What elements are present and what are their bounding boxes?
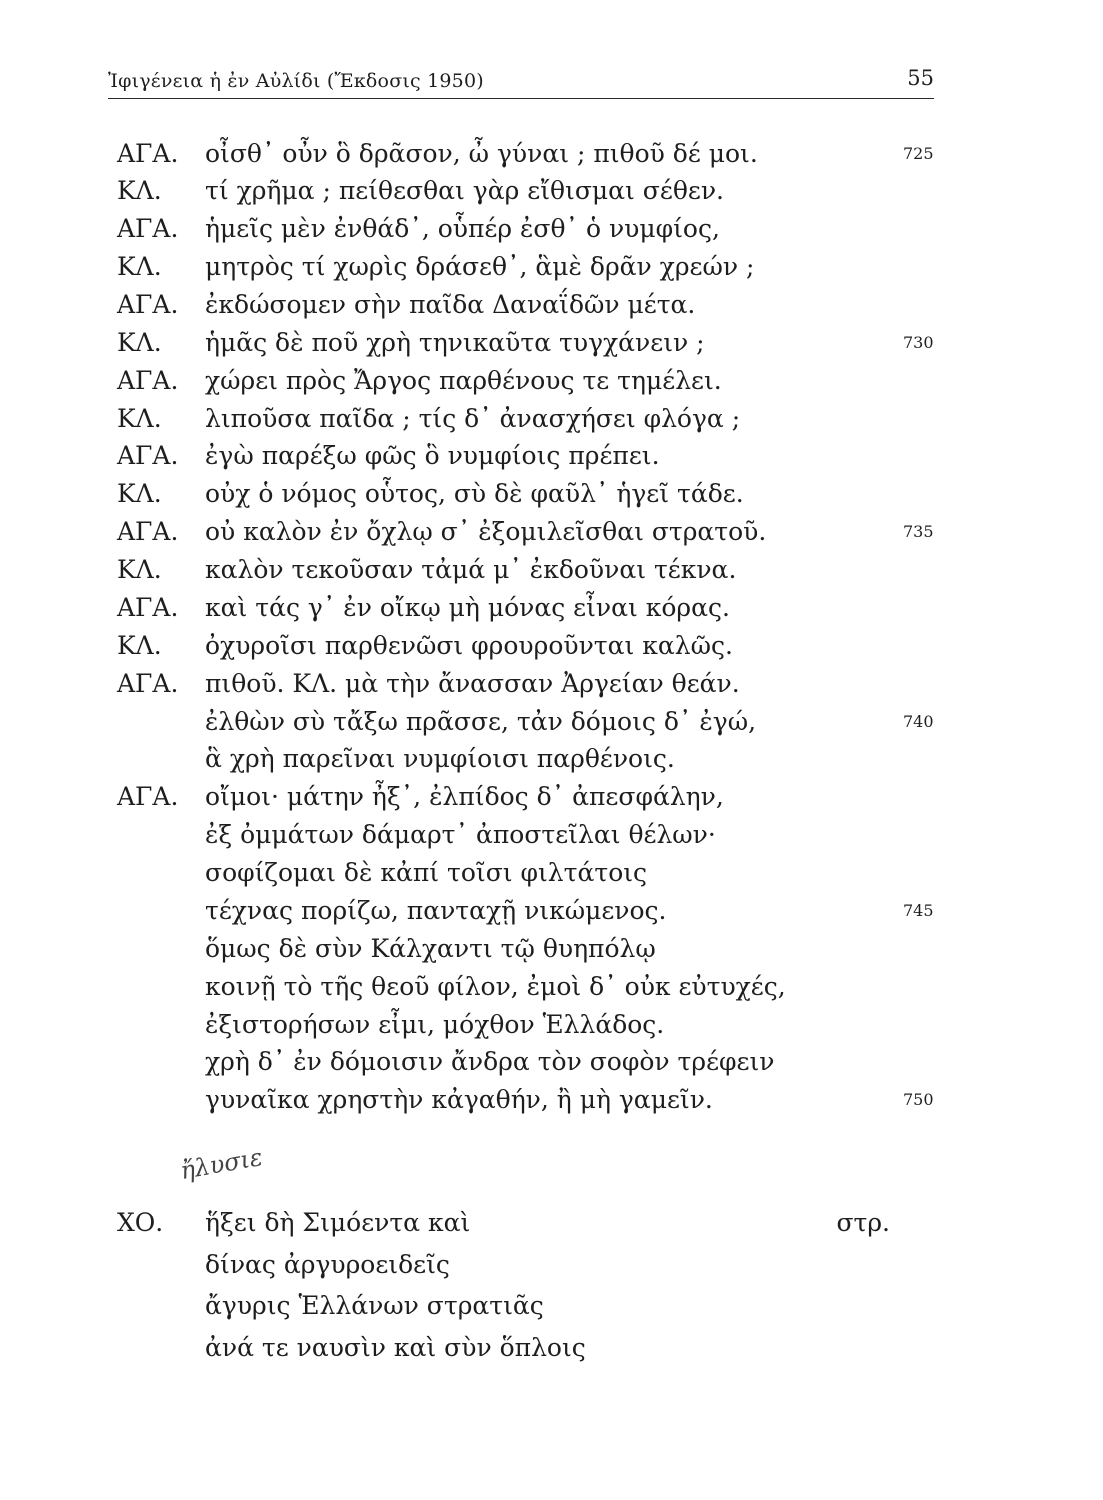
verse-line bbox=[0, 706, 1103, 738]
verse-text: ὀχυροῖσι παρθενῶσι φρουροῦνται καλῶς. bbox=[205, 631, 733, 660]
speaker-label: ΑΓΑ. bbox=[117, 214, 179, 243]
speaker-label: ΚΛ. bbox=[117, 176, 162, 205]
verse-text: πιθοῦ. ΚΛ. μὰ τὴν ἄνασσαν Ἀργείαν θεάν. bbox=[205, 669, 740, 698]
verse-text: οὐχ ὁ νόμος οὗτος, σὺ δὲ φαῦλ᾽ ἡγεῖ τάδε. bbox=[205, 479, 744, 508]
verse-line bbox=[0, 327, 1103, 359]
verse-text: ἐγὼ παρέξω φῶς ὃ νυμφίοις πρέπει. bbox=[205, 441, 660, 470]
speaker-label: ΑΓΑ. bbox=[117, 139, 179, 168]
verse-line bbox=[0, 1084, 1103, 1116]
chorus-line bbox=[0, 1207, 1103, 1239]
speaker-label: ΚΛ. bbox=[117, 404, 162, 433]
verse-line bbox=[0, 213, 1103, 245]
verse-line bbox=[0, 1009, 1103, 1041]
verse-line bbox=[0, 365, 1103, 397]
page-number: 55 bbox=[907, 66, 934, 90]
verse-line bbox=[0, 403, 1103, 435]
speaker-label: ΑΓΑ. bbox=[117, 366, 179, 395]
verse-text: κοινῇ τὸ τῆς θεοῦ φίλον, ἐμοὶ δ᾽ οὐκ εὐτυχές, bbox=[205, 972, 786, 1001]
line-number: 750 bbox=[903, 1090, 934, 1109]
speaker-label: ΚΛ. bbox=[117, 328, 162, 357]
verse-text: ἐξ ὀμμάτων δάμαρτ᾽ ἀποστεῖλαι θέλων· bbox=[205, 820, 716, 849]
verse-text: χώρει πρὸς Ἄργος παρθένους τε τημέλει. bbox=[205, 366, 722, 395]
verse-line bbox=[0, 554, 1103, 586]
chorus-line bbox=[0, 1249, 1103, 1281]
verse-line bbox=[0, 743, 1103, 775]
verse-text: ἐλθὼν σὺ τἄξω πρᾶσσε, τἀν δόμοις δ᾽ ἐγώ, bbox=[205, 707, 757, 736]
chorus-text: δίνας ἀργυροειδεῖς bbox=[205, 1250, 450, 1279]
verse-text: ἃ χρὴ παρεῖναι νυμφίοισι παρθένοις. bbox=[205, 744, 675, 773]
line-number: 725 bbox=[903, 144, 934, 163]
chorus-line bbox=[0, 1332, 1103, 1364]
chorus-text: ἄγυρις Ἑλλάνων στρατιᾶς bbox=[205, 1291, 544, 1320]
verse-line bbox=[0, 175, 1103, 207]
verse-text: ὅμως δὲ σὺν Κάλχαντι τῷ θυηπόλῳ bbox=[205, 934, 656, 963]
verse-text: ἡμᾶς δὲ ποῦ χρὴ τηνικαῦτα τυγχάνειν ; bbox=[205, 328, 705, 357]
verse-line bbox=[0, 630, 1103, 662]
speaker-label: ΚΛ. bbox=[117, 252, 162, 281]
verse-line bbox=[0, 516, 1103, 548]
line-number: 740 bbox=[903, 712, 934, 731]
verse-text: οἶσθ᾽ οὖν ὃ δρᾶσον, ὦ γύναι ; πιθοῦ δέ μοι. bbox=[205, 139, 758, 168]
running-title: Ἰφιγένεια ἡ ἐν Αὐλίδι (Ἔκδοσις 1950) bbox=[108, 70, 484, 92]
verse-text: χρὴ δ᾽ ἐν δόμοισιν ἄνδρα τὸν σοφὸν τρέφειν bbox=[205, 1047, 775, 1076]
speaker-label: ΚΛ. bbox=[117, 479, 162, 508]
verse-line bbox=[0, 251, 1103, 283]
verse-line bbox=[0, 138, 1103, 170]
verse-line bbox=[0, 781, 1103, 813]
chorus-line bbox=[0, 1290, 1103, 1322]
speaker-label: ΑΓΑ. bbox=[117, 593, 179, 622]
verse-line bbox=[0, 895, 1103, 927]
running-header bbox=[108, 62, 934, 99]
speaker-label: ΚΛ. bbox=[117, 555, 162, 584]
verse-text: μητρὸς τί χωρὶς δράσεθ᾽, ἃμὲ δρᾶν χρεών ; bbox=[205, 252, 755, 281]
verse-text: ἐξιστορήσων εἶμι, μόχθον Ἑλλάδος. bbox=[205, 1010, 665, 1039]
verse-text: ἐκδώσομεν σὴν παῖδα Δαναΐδῶν μέτα. bbox=[205, 290, 696, 319]
speaker-label: ΚΛ. bbox=[117, 631, 162, 660]
verse-text: σοφίζομαι δὲ κἀπί τοῖσι φιλτάτοις bbox=[205, 858, 648, 887]
verse-line bbox=[0, 933, 1103, 965]
verse-text: τέχνας πορίζω, πανταχῇ νικώμενος. bbox=[205, 896, 667, 925]
verse-text: λιποῦσα παῖδα ; τίς δ᾽ ἀνασχήσει φλόγα ; bbox=[205, 404, 741, 433]
line-number: 735 bbox=[903, 522, 934, 541]
verse-text: καὶ τάς γ᾽ ἐν οἴκῳ μὴ μόνας εἶναι κόρας. bbox=[205, 593, 730, 622]
verse-line bbox=[0, 857, 1103, 889]
verse-text: τί χρῆμα ; πείθεσθαι γὰρ εἴθισμαι σέθεν. bbox=[205, 176, 724, 205]
verse-text: οἴμοι· μάτην ἦξ᾽, ἐλπίδος δ᾽ ἀπεσφάλην, bbox=[205, 782, 724, 811]
speaker-label: ΑΓΑ. bbox=[117, 669, 179, 698]
line-number: 730 bbox=[903, 333, 934, 352]
chorus-text: ἀνά τε ναυσὶν καὶ σὺν ὅπλοις bbox=[205, 1333, 586, 1362]
verse-line bbox=[0, 668, 1103, 700]
verse-line bbox=[0, 289, 1103, 321]
verse-line bbox=[0, 971, 1103, 1003]
stanza-marker: στρ. bbox=[836, 1208, 890, 1237]
speaker-label: ΑΓΑ. bbox=[117, 517, 179, 546]
chorus-text: ἥξει δὴ Σιμόεντα καὶ bbox=[205, 1208, 471, 1237]
verse-line bbox=[0, 819, 1103, 851]
verse-text: γυναῖκα χρηστὴν κἀγαθήν, ἢ μὴ γαμεῖν. bbox=[205, 1085, 713, 1114]
verse-text: ἡμεῖς μὲν ἐνθάδ᾽, οὗπέρ ἐσθ᾽ ὁ νυμφίος, bbox=[205, 214, 720, 243]
chorus-speaker-label: ΧΟ. bbox=[117, 1208, 164, 1237]
verse-line bbox=[0, 440, 1103, 472]
verse-line bbox=[0, 478, 1103, 510]
verse-line bbox=[0, 592, 1103, 624]
handwritten-note: ἤλυσιε bbox=[178, 1143, 265, 1185]
speaker-label: ΑΓΑ. bbox=[117, 290, 179, 319]
verse-line bbox=[0, 1046, 1103, 1078]
verse-text: οὐ καλὸν ἐν ὄχλῳ σ᾽ ἐξομιλεῖσθαι στρατοῦ. bbox=[205, 517, 767, 546]
speaker-label: ΑΓΑ. bbox=[117, 441, 179, 470]
verse-text: καλὸν τεκοῦσαν τἀμά μ᾽ ἐκδοῦναι τέκνα. bbox=[205, 555, 737, 584]
line-number: 745 bbox=[903, 901, 934, 920]
speaker-label: ΑΓΑ. bbox=[117, 782, 179, 811]
